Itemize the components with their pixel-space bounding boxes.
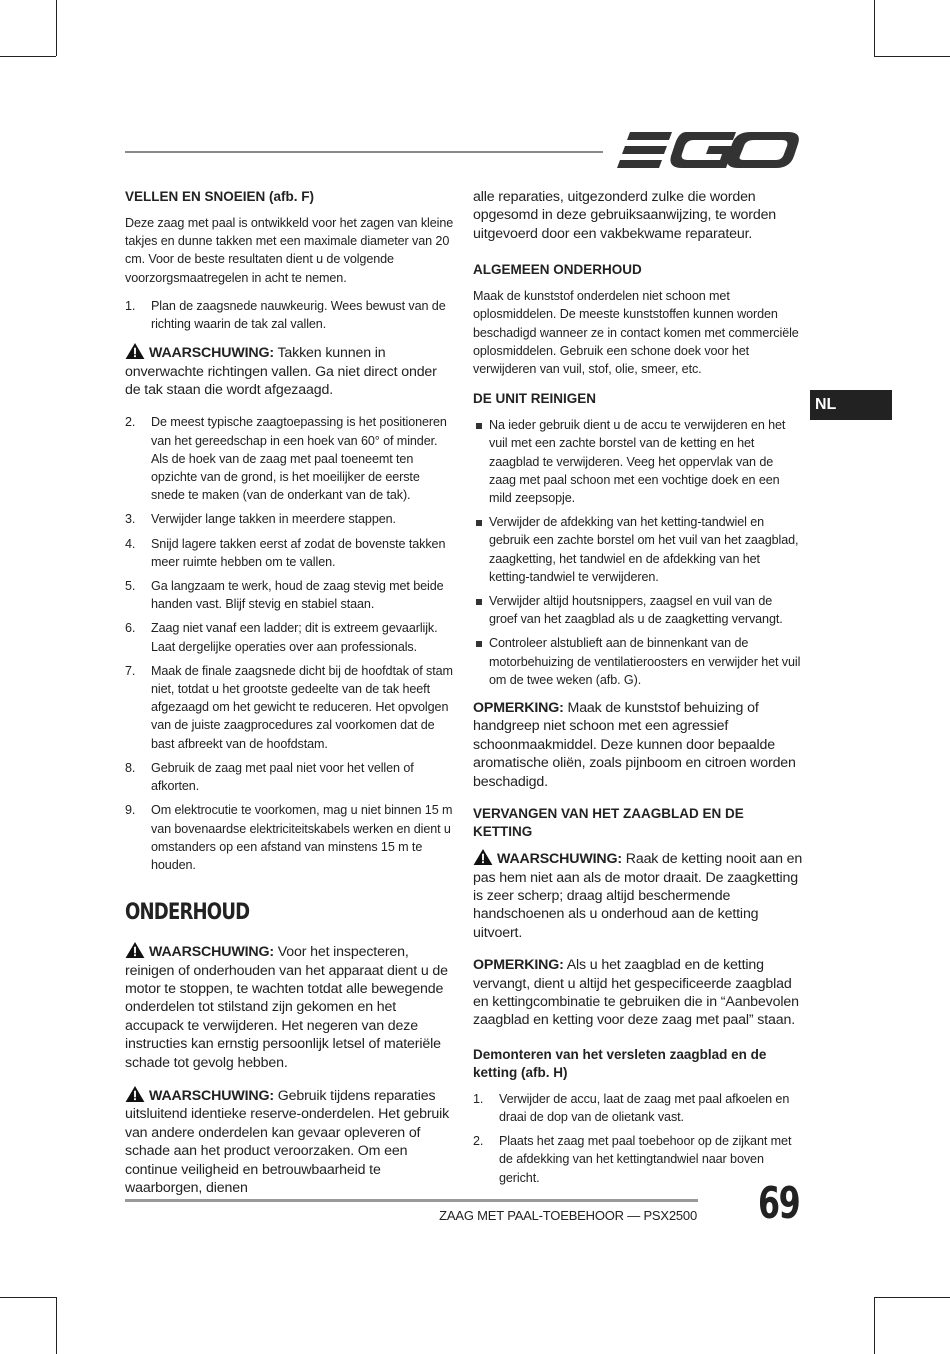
page-number: 69 [758,1178,800,1229]
repairs-continuation: alle reparaties, uitgezonderd zulke die worden opgesomd in deze gebruiksaanwijzing, te worden uitgevoerd door een vakbekwame reparateur. [473,189,777,242]
list-item: 5. Ga langzaam te werk, houd de zaag stevig met beide handen vast. Blijf stevig en stabiel staan. [125,579,444,612]
section-heading-maintenance: ONDERHOUD [125,900,250,926]
cleaning-list [473,416,803,689]
list-item: 2. De meest typische zaagtoepassing is het positioneren van het gereedschap in een hoek van 60° of minder. Als de hoek van de zaag met paal toeneemt ten opzichte van de grond, is het moeilijker de eerste snede te maken (van de onderkant van de tak). [125,415,447,503]
section-heading-felling: VELLEN EN SNOEIEN (afb. F) [125,189,315,204]
bullet-square-icon [476,599,482,605]
warning-chain: WAARSCHUWING: Raak de ketting nooit aan en pas hem niet aan als de motor draait. De zaagketting is zeer scherp; draag altijd beschermende handschoenen als u onderhoud aan de ketting uitvoert. [473,851,803,941]
list-item: 6. Zaag niet vanaf een ladder; dit is extreem gevaarlijk. Laat dergelijke operaties over aan professionals. [125,621,438,654]
crop-mark [56,1297,57,1354]
list-item: Na ieder gebruik dient u de accu te verwijderen en het vuil met een zachte borstel van de ketting en het zaagblad te verwijderen. Veeg het oppervlak van de zaag met paal schoon met een vochtige doek en een mild zeepsopje. [473,416,803,507]
list-item: 1. Plan de zaagsnede nauwkeurig. Wees bewust van de richting waarin de tak zal vallen. [125,298,446,332]
right-column [473,188,803,1197]
list-item: 9. Om elektrocutie te voorkomen, mag u niet binnen 15 m van bovenaardse elektriciteitskabels werken en dient u omstanders op een afstand van minstens 15 m te houden. [125,803,453,872]
crop-mark [874,0,875,56]
list-item: Verwijder altijd houtsnippers, zaagsel en vuil van de groef van het zaagblad als u de zaagketting vervangt. [473,592,803,628]
footer-title: ZAAG MET PAAL-TOEBEHOOR — PSX2500 [439,1208,697,1223]
crop-mark [874,1297,950,1298]
list-item: Controleer alstublieft aan de binnenkant van de motorbehuizing de ventilatieroosters en verwijder het vuil om de twee weken (afb. G). [473,634,803,689]
list-item: 7. Maak de finale zaagsnede dicht bij de hoofdtak of stam niet, totdat u het grootste gedeelte van de tak heeft afgezaagd om het gewicht te reduceren. Het opvolgen van de juiste zaagprocedures zal voorkomen dat de bast afbreekt van de hoofdstam. [125,663,453,751]
list-item: 4. Snijd lagere takken eerst af zodat de bovenste takken meer ruimte hebben om te vallen. [125,536,446,569]
general-maintenance-text: Maak de kunststof onderdelen niet schoon met oplosmiddelen. De meeste kunststoffen kunnen worden beschadigd wanneer ze in contact komen met commerciële oplosmiddelen. Gebruik een schone doek voor het verwijderen van vuil, stof, olie, smeer, etc. [473,289,799,377]
section-heading-general-maintenance: ALGEMEEN ONDERHOUD [473,262,642,278]
language-tab-nl: NL [810,390,892,420]
crop-mark [874,56,950,57]
ego-logo [616,128,800,172]
warning-spare-parts: WAARSCHUWING: Gebruik tijdens reparaties uitsluitend identieke reserve-onderdelen. Het gebruik van andere onderdelen kan gevaar opleveren of schade aan het product veroorzaken. Om een continue veiligheid en betrouwbaarheid te waarborgen, dienen [125,1087,450,1196]
warning-triangle-icon [125,343,145,359]
bullet-square-icon [476,641,482,647]
section-heading-replace-bar-chain: VERVANGEN VAN HET ZAAGBLAD EN DE KETTING [473,806,744,840]
footer-rule [125,1199,698,1202]
left-column [125,188,455,1211]
list-item: 2. Plaats het zaag met paal toebehoor op de zijkant met de afdekking van het kettingtandwiel naar boven gericht. [473,1134,792,1185]
section-heading-cleaning: DE UNIT REINIGEN [473,391,597,407]
bullet-square-icon [476,423,482,429]
header-rule [125,151,603,153]
note-replacement: OPMERKING: Als u het zaagblad en de ketting vervangt, dient u altijd het gespecificeerde zaagblad en kettingcombinatie te gebruiken die in “Aanbevolen zaagblad en ketting voor deze zaag met paal” staan. [473,957,799,1029]
bullet-square-icon [476,520,482,526]
warning-triangle-icon [473,849,493,865]
felling-intro: Deze zaag met paal is ontwikkeld voor het zagen van kleine takjes en dunne takken met een maximale diameter van 20 cm. Voor de beste resultaten dient u de volgende voorzorgsmaatregelen in acht te nemen. [125,216,454,285]
felling-list-part1 [125,297,455,333]
list-item: 3. Verwijder lange takken in meerdere stappen. [125,512,396,527]
crop-mark [874,1297,875,1354]
warning-inspection: WAARSCHUWING: Voor het inspecteren, reinigen of onderhouden van het apparaat dient u de motor te stoppen, te wachten totdat alle bewegende onderdelen tot stilstand zijn gekomen en het accupack te verwijderen. Het negeren van deze instructies kan ernstig persoonlijk letsel of materiële schade tot gevolg hebben. [125,944,448,1071]
list-item: Verwijder de afdekking van het ketting-tandwiel en gebruik een zachte borstel om het vuil van het zaagblad, zaagketting, het tandwiel en de afdekking van het ketting-tandwiel te verwijderen. [473,513,803,586]
list-item: 8. Gebruik de zaag met paal niet voor het vellen of afkorten. [125,760,414,794]
felling-list-part2 [125,413,455,874]
removal-steps [473,1090,803,1187]
warning-triangle-icon [125,1086,145,1102]
warning-falling-branches: WAARSCHUWING: Takken kunnen in onverwachte richtingen vallen. Ga niet direct onder de tak staan die wordt afgezaagd. [125,345,437,399]
crop-mark [0,56,56,57]
crop-mark [0,1297,56,1298]
section-heading-removing-bar-chain: Demonteren van het versleten zaagblad en de ketting (afb. H) [473,1046,767,1080]
list-item: 1. Verwijder de accu, laat de zaag met paal afkoelen en draai de dop van de olietank vast. [473,1091,790,1124]
crop-mark [56,0,57,56]
warning-triangle-icon [125,942,145,958]
note-housing: OPMERKING: Maak de kunststof behuizing of handgreep niet schoon met een agressief schoonmaakmiddel. Deze kunnen door bepaalde aromatische oliën, zoals pijnboom en citroen worden beschadigd. [473,700,796,790]
